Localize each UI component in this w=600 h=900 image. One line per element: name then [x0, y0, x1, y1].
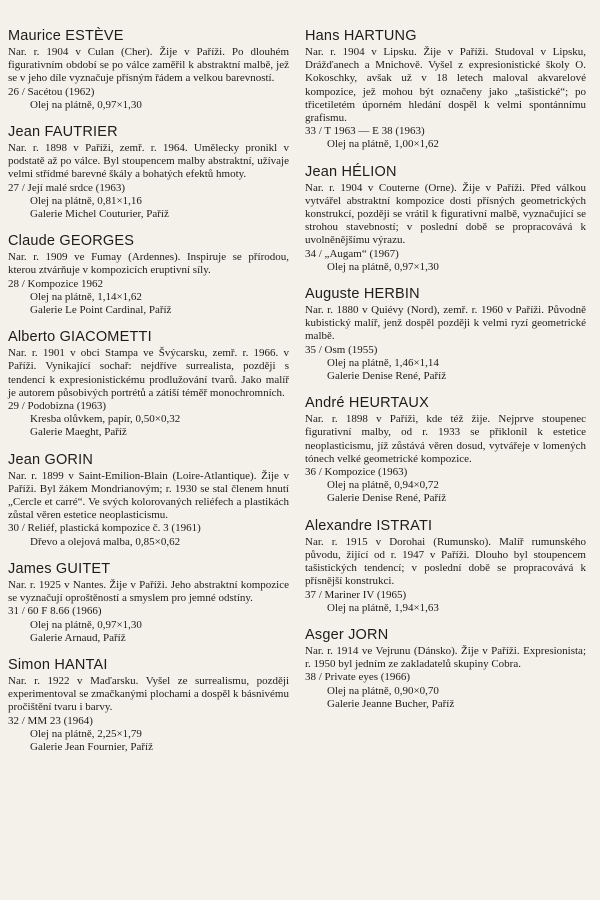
artist-bio: Nar. r. 1901 v obci Stampa ve Švýcarsku, zemř. r. 1966. v Paříži. Vynikající sochař: nejdříve surrealista, později s tendencí k expresionistickému prodlužování tvarů. Jako malíř je autorem působivých portrétů a zátiší téměř monochromních.: [8, 347, 289, 399]
artist-name: Jean GORIN: [8, 451, 93, 468]
artist-entry: [8, 561, 289, 645]
artwork-detail: Olej na plátně, 1,94×1,63: [327, 601, 439, 614]
artist-entry: [8, 233, 289, 317]
artist-name: Auguste HERBIN: [305, 286, 420, 303]
artist-name: André HEURTAUX: [305, 395, 429, 412]
artist-entry: [305, 395, 586, 505]
artist-name: Jean HÉLION: [305, 163, 397, 180]
artwork-detail: Olej na plátně, 0,97×1,30: [30, 98, 142, 111]
right-column: [305, 28, 586, 900]
artist-bio: Nar. r. 1904 v Lipsku. Žije v Paříži. Studoval v Lipsku, Drážďanech a Mnichově. Vyšel z expresionistické školy O. Kokoschky, avšak už v 18 letech maloval akvarelové kompozice, jež mohou být označeny jako „tašistické“; po třicetiletém úporném hledání dospěl k velmi spontánnímu grafismu.: [305, 46, 586, 125]
artist-name: James GUITET: [8, 560, 111, 577]
artwork-detail: Galerie Denise René, Paříž: [327, 370, 447, 383]
artist-bio: Nar. r. 1899 v Saint-Emilion-Blain (Loire-Atlantique). Žije v Paříži. Byl žákem Mondrianovým; r. 1930 se stal členem hnutí „Cercle et carré“. Ve svých kolorovaných reliéfech a plastikách zůstal věren estetice neoplasticismu.: [8, 469, 289, 522]
artist-bio: Nar. r. 1925 v Nantes. Žije v Paříži. Jeho abstraktní kompozice se vyznačují oproštěností a smyslem pro jemné odstíny.: [8, 578, 289, 605]
artist-name: Jean FAUTRIER: [8, 124, 118, 141]
artwork-detail: Olej na plátně, 0,97×1,30: [30, 618, 142, 631]
artwork-detail: Dřevo a olejová malba, 0,85×0,62: [30, 535, 181, 548]
artist-bio: Nar. r. 1909 ve Fumay (Ardennes). Inspiruje se přírodou, kterou ztvárňuje v kompozicích eruptivní síly.: [8, 251, 289, 277]
artist-entry: [8, 124, 289, 221]
artist-entry: [8, 452, 289, 549]
artist-entry: [8, 28, 289, 112]
artist-bio: Nar. r. 1904 v Couterne (Orne). Žije v Paříži. Před válkou vytvářel abstraktní kompozice dosti přísných geometrických konstrukcí, později se vrátil k figurativní malbě, vyznačující se strohou stavebností; v poslední době se propracovává k uvolněnějšímu výrazu.: [305, 181, 586, 247]
artwork-title: 31 / 60 F 8.66 (1966): [8, 605, 102, 618]
artwork-title: 38 / Private eyes (1966): [305, 671, 411, 684]
artist-bio: Nar. r. 1898 v Paříži, kde též žije. Nejprve stoupenec figurativní malby, od r. 1933 se přiklonil k estetice neoplasticismu, jíž zůstává věren dosud, vytvářeje v lomených tónech velké geometrické kompozice.: [305, 413, 586, 465]
artwork-detail: Olej na plátně, 2,25×1,79: [30, 727, 142, 740]
artwork-title: 28 / Kompozice 1962: [8, 277, 104, 290]
artwork-title: 33 / T 1963 — E 38 (1963): [305, 125, 425, 138]
artwork-detail: Olej na plátně, 0,94×0,72: [327, 479, 439, 492]
artwork-detail: Kresba olůvkem, papír, 0,50×0,32: [30, 413, 181, 426]
artwork-detail: Olej na plátně, 0,97×1,30: [327, 260, 439, 273]
artwork-title: 34 / „Augam“ (1967): [305, 247, 399, 260]
artist-bio: Nar. r. 1914 ve Vejrunu (Dánsko). Žije v Paříži. Expresionista; r. 1950 byl jedním ze zakladatelů skupiny Cobra.: [305, 644, 586, 671]
artist-entry: [305, 286, 586, 383]
artwork-detail: Galerie Denise René, Paříž: [327, 492, 447, 505]
artist-name: Alberto GIACOMETTI: [8, 329, 152, 346]
artist-entry: [305, 28, 586, 152]
artwork-title: 26 / Sacétou (1962): [8, 85, 95, 98]
artwork-detail: Galerie Le Point Cardinal, Paříž: [30, 304, 172, 317]
artist-bio: Nar. r. 1904 v Culan (Cher). Žije v Paříži. Po dlouhém figurativním období se po válce zaměřil k abstraktní malbě, jež se v jeho díle vyznačuje přísným řádem a velkou barevností.: [8, 46, 289, 85]
artist-name: Simon HANTAI: [8, 656, 108, 673]
artwork-detail: Galerie Maeght, Paříž: [30, 426, 127, 439]
artist-name: Hans HARTUNG: [305, 28, 417, 44]
artist-entry: [305, 627, 586, 711]
artwork-detail: Galerie Jeanne Bucher, Paříž: [327, 697, 455, 710]
artist-bio: Nar. r. 1915 v Dorohai (Rumunsko). Malíř rumunského původu, žijící od r. 1947 v Paříži. Dlouho byl stoupencem tašistických tendencí; v poslední době se propracovává k přísnější konstrukci.: [305, 535, 586, 588]
artwork-title: 29 / Podobizna (1963): [8, 400, 107, 413]
artist-name: Alexandre ISTRATI: [305, 517, 433, 534]
artwork-title: 32 / MM 23 (1964): [8, 714, 93, 727]
artist-entry: [8, 657, 289, 754]
artist-bio: Nar. r. 1880 v Quiévy (Nord), zemř. r. 1960 v Paříži. Původně kubistický malíř, jenž dospěl později k velmi ryzí geometrické malbě.: [305, 304, 586, 343]
artwork-detail: Olej na plátně, 1,46×1,14: [327, 356, 439, 369]
artwork-title: 30 / Reliéf, plastická kompozice č. 3 (1961): [8, 522, 201, 535]
artwork-detail: Galerie Arnaud, Paříž: [30, 631, 126, 644]
artist-entry: [305, 164, 586, 274]
artist-entry: [8, 329, 289, 439]
artwork-title: 36 / Kompozice (1963): [305, 466, 408, 479]
artist-name: Asger JORN: [305, 626, 389, 643]
artist-bio: Nar. r. 1898 v Paříži, zemř. r. 1964. Umělecky pronikl v podstatě až po válce. Byl stoupencem malby abstraktní, užívaje velmi střídmé barevné škály a bohatých efektů hmoty.: [8, 142, 289, 181]
left-column: [8, 28, 289, 900]
artwork-detail: Olej na plátně, 0,81×1,16: [30, 194, 142, 207]
artwork-detail: Galerie Jean Fournier, Paříž: [30, 740, 153, 753]
artwork-detail: Olej na plátně, 0,90×0,70: [327, 684, 439, 697]
artwork-detail: Galerie Michel Couturier, Paříž: [30, 208, 169, 221]
artwork-detail: Olej na plátně, 1,00×1,62: [327, 138, 439, 151]
artwork-detail: Olej na plátně, 1,14×1,62: [30, 290, 142, 303]
artist-name: Maurice ESTÈVE: [8, 28, 124, 44]
artist-name: Claude GEORGES: [8, 233, 135, 250]
artwork-title: 37 / Mariner IV (1965): [305, 588, 407, 601]
artist-bio: Nar. r. 1922 v Maďarsku. Vyšel ze surrealismu, později experimentoval se zmačkanými plochami a dospěl k básnivému pročištění tvaru i barvy.: [8, 674, 289, 714]
artwork-title: 35 / Osm (1955): [305, 343, 378, 356]
artwork-title: 27 / Její malé srdce (1963): [8, 181, 125, 194]
artist-entry: [305, 518, 586, 615]
